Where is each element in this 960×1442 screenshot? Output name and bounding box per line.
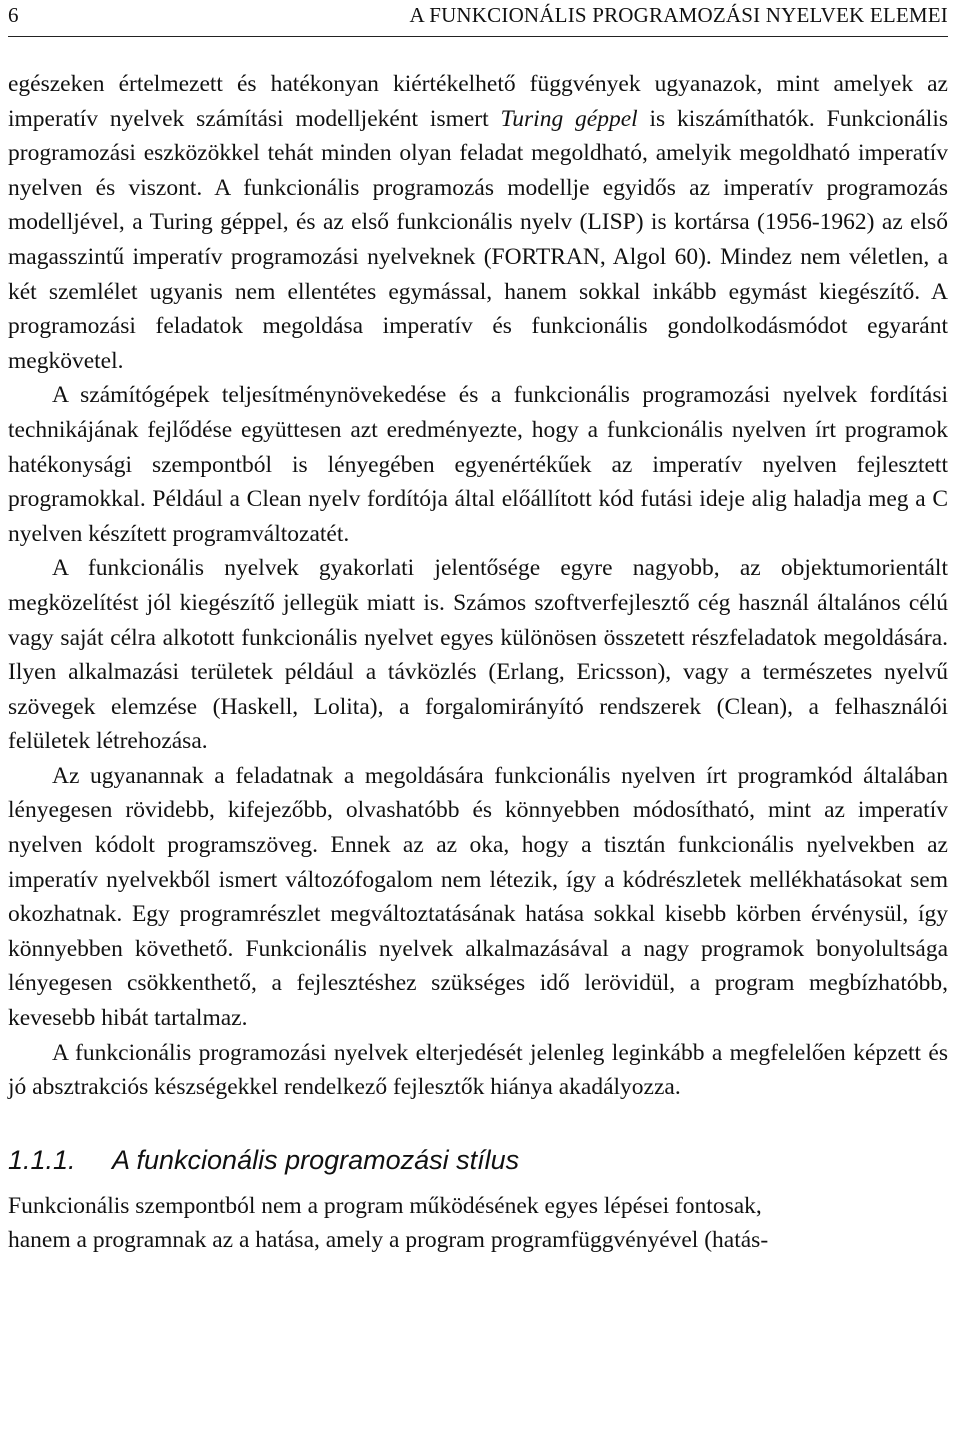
paragraph-1-part-1: egészeken értelmezett és hatékonyan kiértékelhető függvények ugyanazok, mint amelyek az imperatív nyelvek számítási modelljeként ismert <box>8 71 948 132</box>
paragraph-1 <box>8 67 948 378</box>
closing-line-2: hanem a programnak az a hatása, amely a program programfüggvényével (hatás- <box>8 1227 769 1254</box>
turing-machine-term: Turing géppel <box>500 105 638 132</box>
paragraph-2: A számítógépek teljesítménynövekedése és a funkcionális programozási nyelvek fordítási technikájának fejlődése együttesen azt eredményezte, hogy a funkcionális nyelven írt programok hatékonysági szempontból is lényegében egyenértékűek az imperatív nyelven fejlesztett programokkal. Például a Clean nyelv fordítója által előállított kód futási ideje alig haladja meg a C nyelven készített programváltozatét. <box>8 382 948 547</box>
document-page <box>8 0 948 1258</box>
closing-line-1: Funkcionális szempontból nem a program működésének egyes lépései fontosak, <box>8 1192 762 1219</box>
section-heading <box>8 1143 948 1177</box>
closing-paragraph <box>8 1189 948 1258</box>
paragraph-4: Az ugyanannak a feladatnak a megoldására funkcionális nyelven írt programkód általában lényegesen rövidebb, kifejezőbb, olvashatóbb és könnyebben módosítható, mint az imperatív nyelven kódolt programszöveg. Ennek az az oka, hogy a tisztán funkcionális nyelvekben az imperatív nyelvekből ismert változófogalom nem létezik, így a kódrészletek mellékhatásokat sem okozhatnak. Egy programrészlet megváltoztatásának hatása sokkal kisebb körben érvénysül, így könnyebben követhető. Funkcionális nyelvek alkalmazásával a nagy programok bonyolultsága lényegesen csökkenthető, a fejlesztéshez szükséges idő lerövidül, a program megbízhatóbb, kevesebb hibát tartalmaz. <box>8 762 948 1032</box>
running-header-title: A FUNKCIONÁLIS PROGRAMOZÁSI NYELVEK ELEMEI <box>409 3 948 27</box>
page-number: 6 <box>8 3 19 27</box>
running-header <box>8 0 948 37</box>
main-text <box>8 67 948 1258</box>
section-number: 1.1.1. <box>8 1144 76 1175</box>
section-title: A funkcionális programozási stílus <box>112 1144 520 1175</box>
paragraph-5: A funkcionális programozási nyelvek elterjedését jelenleg leginkább a megfelelően képzett és jó absztrakciós készségekkel rendelkező fejlesztők hiánya akadályozza. <box>8 1039 948 1101</box>
paragraph-3: A funkcionális nyelvek gyakorlati jelentősége egyre nagyobb, az objektumorientált megközelítést jól kiegészítő jellegük miatt is. Számos szoftverfejlesztő cég használ általános célú vagy saját célra alkotott funkcionális nyelvet egyes különösen összetett részfeladatok megoldására. Ilyen alkalmazási területek például a távközlés (Erlang, Ericsson), vagy a természetes nyelvű szövegek elemzése (Haskell, Lolita), a forgalomirányító rendszerek (Clean), a felhasználói felületek létrehozása. <box>8 555 948 755</box>
paragraph-1-part-2: is kiszámíthatók. Funkcionális programozási eszközökkel tehát minden olyan feladat megoldható, amelyik megoldható imperatív nyelven és viszont. A funkcionális programozás modellje egyidős az imperatív programozás modelljével, a Turing géppel, és az első funkcionális nyelv (LISP) is kortársa (1956-1962) az első magasszintű imperatív programozási nyelveknek (FORTRAN, Algol 60). Mindez nem véletlen, a két szemlélet ugyanis nem ellentétes egymással, hanem sokkal inkább egymást kiegészítő. A programozási feladatok megoldása imperatív és funkcionális gondolkodásmódot egyaránt megkövetel. <box>8 105 948 374</box>
